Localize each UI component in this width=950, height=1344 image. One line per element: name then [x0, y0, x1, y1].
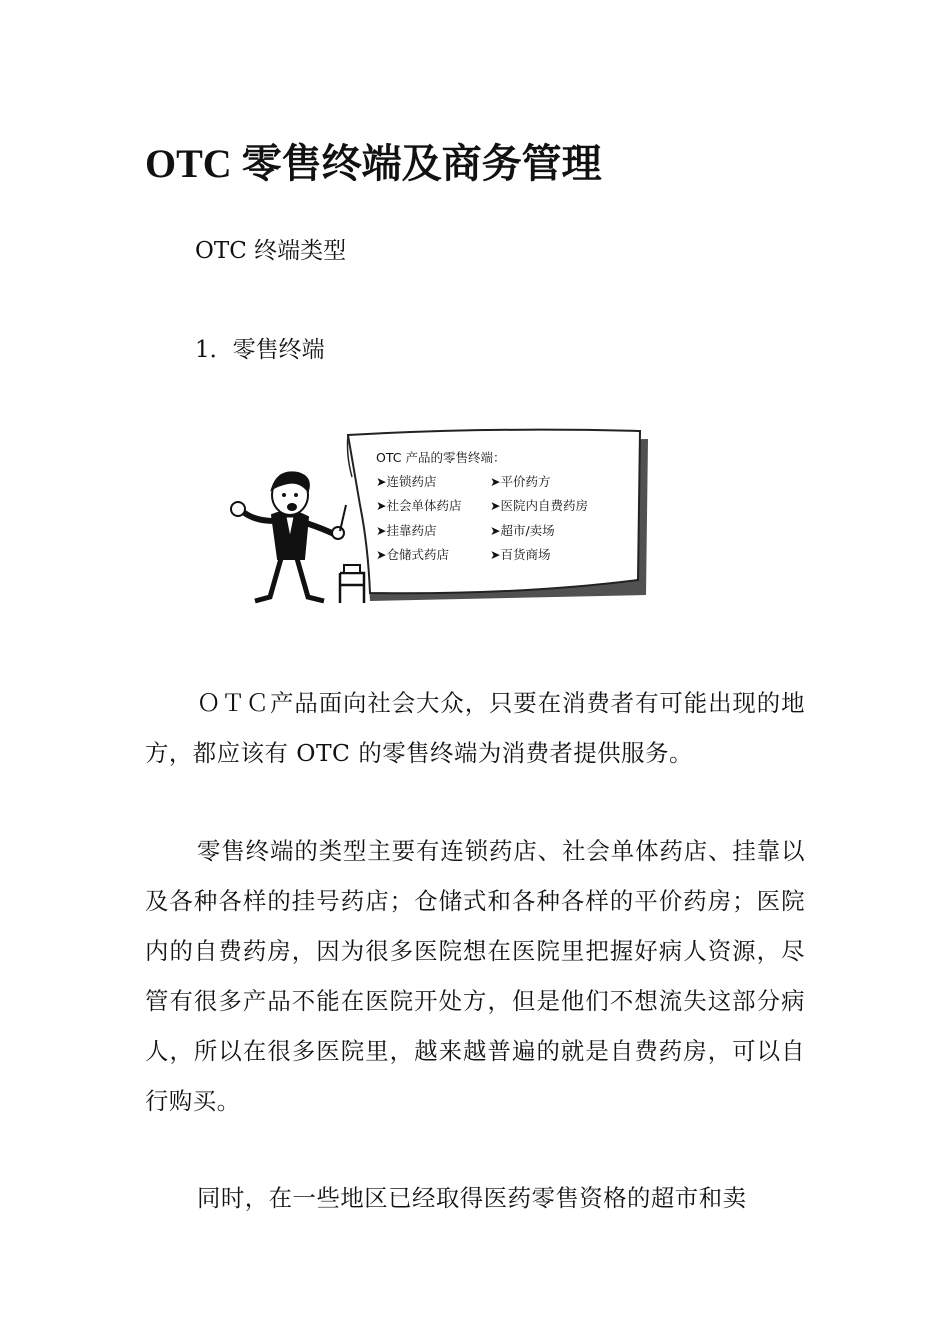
section-heading: OTC 终端类型 — [195, 238, 347, 264]
sign-item: ➤超市/卖场 — [490, 523, 555, 538]
paragraph: ＯＴＣ产品面向社会大众，只要在消费者有可能出现的地方，都应该有 OTC 的零售终端为消费者提供服务。 — [145, 689, 805, 767]
paragraph: 同时，在一些地区已经取得医药零售资格的超市和卖 — [197, 1184, 747, 1212]
sign-item: ➤仓储式药店 — [376, 547, 449, 562]
sign-item: ➤平价药方 — [490, 474, 551, 489]
sign-item: ➤医院内自费药房 — [490, 498, 588, 513]
sign-item: ➤百货商场 — [490, 547, 551, 562]
presenter-figure — [231, 472, 364, 603]
subsection-heading: 1．零售终端 — [195, 337, 325, 363]
sign-item: ➤挂靠药店 — [376, 523, 437, 538]
sign-item: ➤社会单体药店 — [376, 498, 462, 513]
retail-terminal-illustration — [220, 425, 650, 610]
paragraph: 零售终端的类型主要有连锁药店、社会单体药店、挂靠以及各种各样的挂号药店；仓储式和各种各样的平价药房；医院内的自费药房，因为很多医院想在医院里把握好病人资源，尽管有很多产品不能在医院开处方，但是他们不想流失这部分病人，所以在很多医院里，越来越普遍的就是自费药房，可以自行购买。 — [145, 837, 805, 1115]
sign-heading: OTC 产品的零售终端： — [376, 450, 506, 465]
sign-item: ➤连锁药店 — [376, 474, 437, 489]
document-title: OTC 零售终端及商务管理 — [145, 141, 602, 186]
